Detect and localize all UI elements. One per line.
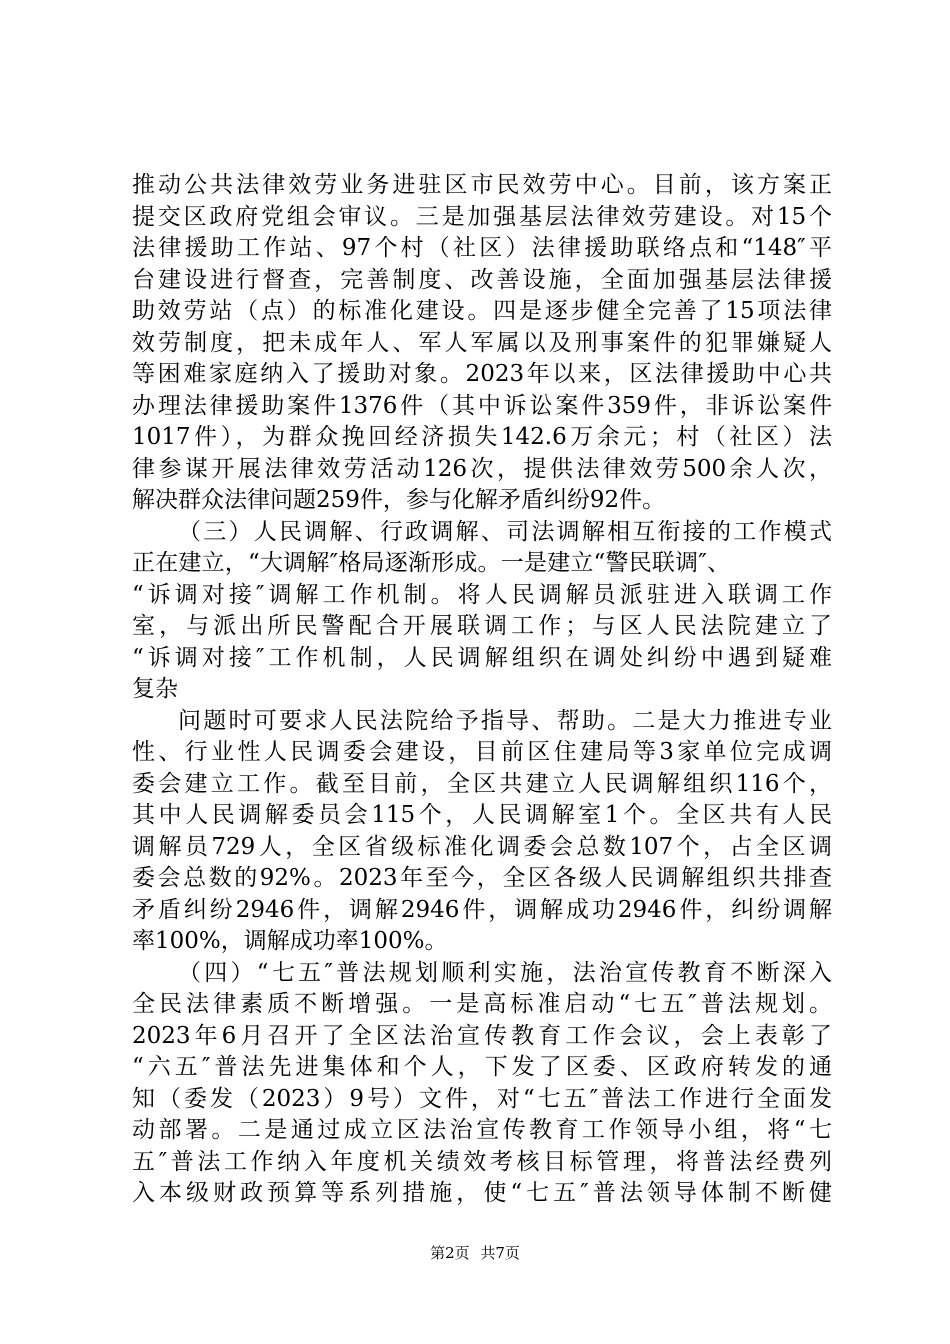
text-line: 室，与派出所民警配合开展联调工作；与区人民法院建立了 <box>132 613 832 639</box>
paragraph-section-4 <box>132 958 832 1210</box>
paragraph-continuation <box>132 170 832 517</box>
text-line: 提交区政府党组会审议。三是加强基层法律效劳建设。对15个 <box>132 203 832 230</box>
text-line: 问题时可要求人民法院给予指导、帮助。二是大力推进专业 <box>178 707 832 734</box>
text-line: 等困难家庭纳入了援助对象。2023年以来，区法律援助中心共 <box>132 361 832 387</box>
text-line: 调解员729人，全区省级标准化调委会总数107个，占全区调 <box>132 833 832 860</box>
text-line: 委会建立工作。截至目前，全区共建立人民调解组织116个， <box>132 770 832 797</box>
text-line: 五″普法工作纳入年度机关绩效考核目标管理，将普法经费列 <box>132 1148 832 1175</box>
page-footer <box>0 1243 950 1263</box>
text-line: （四）“七五″普法规划顺利实施，法治宣传教育不断深入 <box>178 959 832 986</box>
paragraph-section-3-cont <box>132 706 832 958</box>
text-line: 入本级财政预算等系列措施，使“七五″普法领导体制不断健 <box>132 1180 832 1206</box>
text-line: 台建设进行督查，完善制度、改善设施，全面加强基层法律援 <box>132 266 832 293</box>
text-line: 知（委发（2023）9号）文件，对“七五″普法工作进行全面发 <box>132 1085 832 1112</box>
text-line: 2023年6月召开了全区法治宣传教育工作会议，会上表彰了 <box>132 1022 832 1049</box>
text-line: 复杂 <box>132 676 178 702</box>
text-line: 动部署。二是通过成立区法治宣传教育工作领导小组，将“七 <box>132 1117 832 1143</box>
text-line: 全民法律素质不断增强。一是高标准启动“七五″普法规划。 <box>132 991 832 1017</box>
document-body <box>132 170 832 1210</box>
text-line: 推动公共法律效劳业务进驻区市民效劳中心。目前，该方案正 <box>132 172 832 198</box>
text-line: （三）人民调解、行政调解、司法调解相互衔接的工作模式 <box>178 518 832 545</box>
text-line: 解决群众法律问题259件，参与化解矛盾纠纷92件。 <box>132 487 666 513</box>
text-line: “诉调对接″工作机制，人民调解组织在调处纠纷中遇到疑难 <box>132 644 832 671</box>
text-line: 办理法律援助案件1376件（其中诉讼案件359件，非诉讼案件 <box>132 392 832 419</box>
text-line: 矛盾纠纷2946件，调解2946件，调解成功2946件，纠纷调解 <box>132 896 832 923</box>
text-line: 性、行业性人民调委会建设，目前区住建局等3家单位完成调 <box>132 739 832 765</box>
paragraph-section-3 <box>132 517 832 706</box>
text-line: 委会总数的92%。2023年至今，全区各级人民调解组织共排查 <box>132 865 832 891</box>
page-number-current: 第2页 <box>430 1244 470 1262</box>
text-line: 助效劳站（点）的标准化建设。四是逐步健全完善了15项法律 <box>132 298 832 324</box>
page-number-total: 共7页 <box>480 1244 520 1262</box>
text-line: 法律援助工作站、97个村（社区）法律援助联络点和“148″平 <box>132 235 832 261</box>
text-line: 正在建立，“大调解″格局逐渐形成。一是建立“警民联调″、 <box>132 550 731 576</box>
text-line: “六五″普法先进集体和个人，下发了区委、区政府转发的通 <box>132 1054 832 1080</box>
text-line: 1017件），为群众挽回经济损失142.6万余元；村（社区）法 <box>132 424 832 450</box>
text-line: “诉调对接″调解工作机制。将人民调解员派驻进入联调工作 <box>132 581 832 608</box>
text-line: 率100%，调解成功率100%。 <box>132 928 448 954</box>
text-line: 其中人民调解委员会115个，人民调解室1个。全区共有人民 <box>132 802 832 828</box>
text-line: 律参谋开展法律效劳活动126次，提供法律效劳500余人次， <box>132 455 832 482</box>
text-line: 效劳制度，把未成年人、军人军属以及刑事案件的犯罪嫌疑人 <box>132 329 832 356</box>
